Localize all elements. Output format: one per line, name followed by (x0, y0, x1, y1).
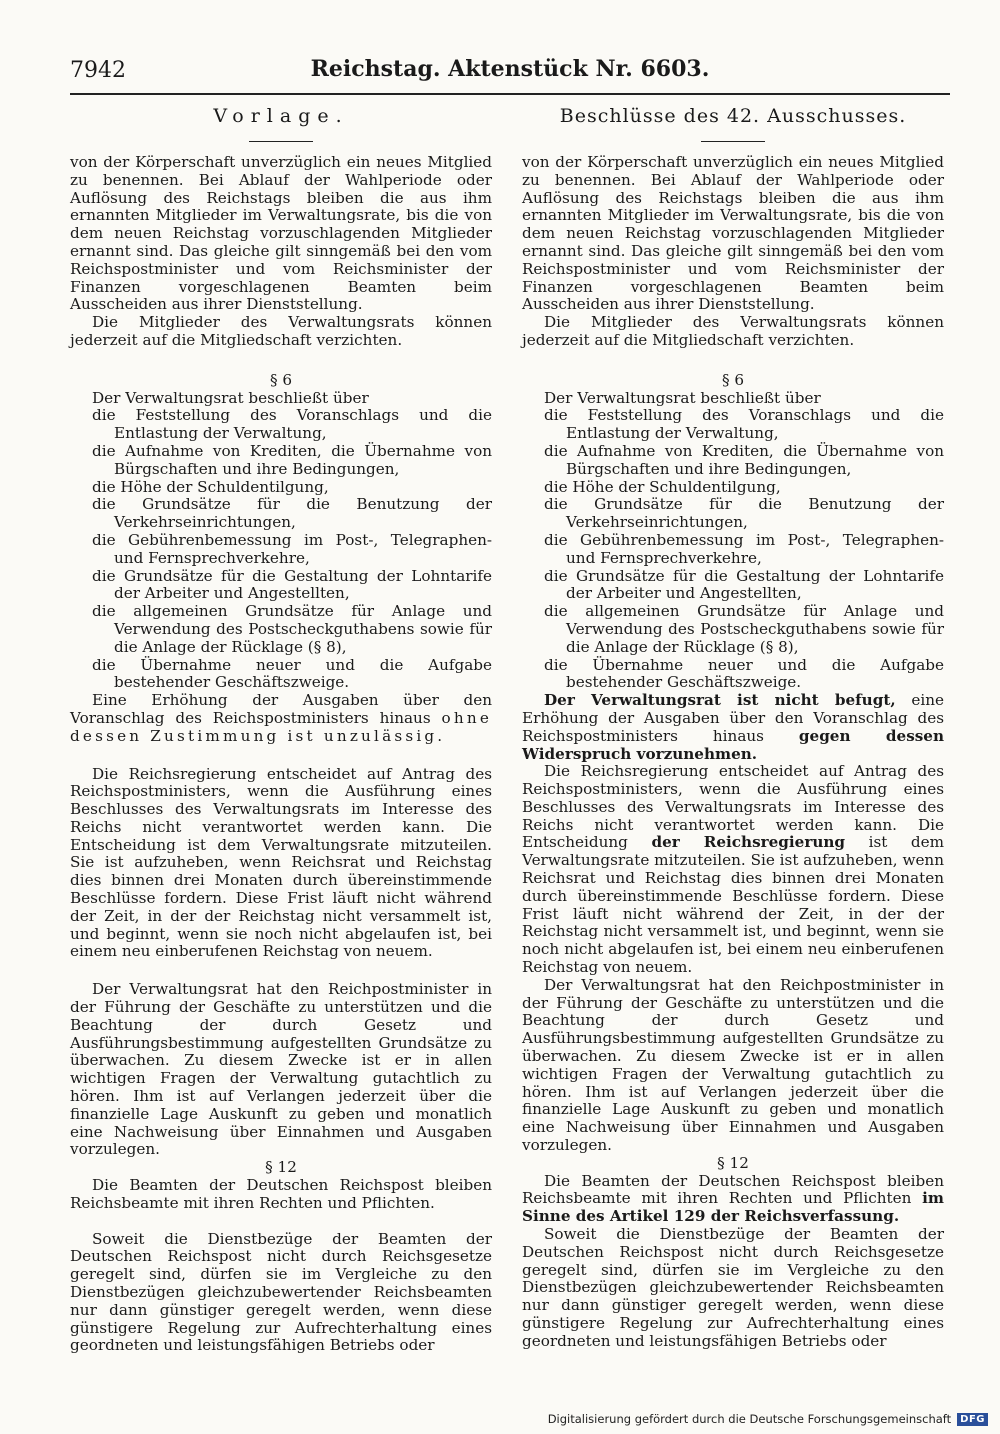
header-rule (70, 93, 950, 95)
erhoehung-text: Eine Erhöhung der Ausgaben über den Voranschlag des Reichspostministers hinaus (70, 691, 492, 727)
left-title-rule (249, 141, 313, 142)
section-6-list (522, 407, 944, 692)
right-column-title: Beschlüsse des 42. Ausschusses. (559, 105, 907, 127)
spacer (70, 350, 492, 372)
list-item: die Höhe der Schuldentilgung, (544, 477, 781, 496)
dfg-logo-icon: DFG (957, 1413, 988, 1426)
paragraph-beamte: Die Beamten der Deutschen Reichspost bleiben Reichsbeamte mit ihren Rechten und Pflichten. (70, 1176, 492, 1212)
list-item: die Grundsätze für die Gestaltung der Lohntarife der Arbeiter und Angestellten, (544, 566, 944, 603)
footer-text: Digitalisierung gefördert durch die Deutsche Forschungsgemeinschaft (547, 1412, 952, 1426)
list-item: die Grundsätze für die Benutzung der Verkehrseinrichtungen, (92, 495, 492, 532)
regierung-bold-text: der Reichsregierung (651, 833, 846, 852)
spacer (522, 350, 944, 372)
paragraph-verzicht: Die Mitglieder des Verwaltungsrats können jederzeit auf die Mitgliedschaft verzichten. (70, 313, 492, 349)
list-item: die Gebührenbemessung im Post-, Telegraphen- und Fernsprechverkehre, (544, 530, 944, 567)
list-item: die Gebührenbemessung im Post-, Telegraphen- und Fernsprechverkehre, (92, 530, 492, 567)
list-item: die Aufnahme von Krediten, die Übernahme von Bürgschaften und ihre Bedingungen, (92, 441, 492, 478)
befugt-text: eine Erhöhung der Ausgaben über den Voranschlag des Reichspostministers hinaus (522, 691, 944, 745)
section-6-list (70, 407, 492, 692)
list-item: die Übernahme neuer und die Aufgabe bestehender Geschäftszweige. (544, 655, 944, 692)
running-head (70, 56, 950, 90)
spacer (70, 746, 492, 766)
list-item: die Grundsätze für die Benutzung der Verkehrseinrichtungen, (544, 495, 944, 532)
list-item: die Grundsätze für die Gestaltung der Lohntarife der Arbeiter und Angestellten, (92, 566, 492, 603)
paragraph-erhoehung (70, 692, 492, 745)
list-item: die Aufnahme von Krediten, die Übernahme von Bürgschaften und ihre Bedingungen, (544, 441, 944, 478)
section-12-heading: § 12 (717, 1153, 749, 1172)
left-column-title: Vorlage. (213, 105, 349, 127)
widerspruch-bold-text: gegen dessen Widerspruch vorzunehmen. (522, 726, 945, 763)
paragraph-intro: von der Körperschaft unverzüglich ein neues Mitglied zu benennen. Bei Ablauf der Wahlperiode oder Auflösung des Reichstags bleiben die aus ihm ernannten Mitglieder im Verwaltungsrate, bis die von dem neuen Reichstag vorzuschlagenden Mitglieder ernannt sind. Das gleiche gilt sinngemäß bei den vom Reichspostminister und vom Reichsminister der Finanzen vorgeschlagenen Beamten beim Ausscheiden aus ihrer Dienststellung. (522, 153, 944, 314)
erhoehung-spaced-text: ohne dessen Zustimmung ist unzulässig. (70, 708, 493, 745)
paragraph-regierung: Die Reichsregierung entscheidet auf Antrag des Reichspostministers, wenn die Ausführung eines Beschlusses des Verwaltungsrats im Interesse des Reichs nicht verantwortet werden kann. Die Entscheidung ist dem Verwaltungsrate mitzuteilen. Sie ist aufzuheben, wenn Reichsrat und Reichstag dies binnen drei Monaten durch übereinstimmende Beschlüsse fordern. Diese Frist läuft nicht während der Zeit, in der der Reichstag nicht versammelt ist, und beginnt, wenn sie noch nicht abgelaufen ist, bei einem neu einberufenen Reichstag von neuem. (70, 764, 492, 961)
list-item: die Feststellung des Voranschlags und die Entlastung der Verwaltung, (544, 406, 944, 443)
left-column (70, 105, 493, 1355)
page-number: 7942 (70, 58, 126, 83)
paragraph-beamte (522, 1173, 944, 1226)
list-item: die Feststellung des Voranschlags und die Entlastung der Verwaltung, (92, 406, 492, 443)
footer-credit (548, 1412, 988, 1426)
paragraph-intro: von der Körperschaft unverzüglich ein neues Mitglied zu benennen. Bei Ablauf der Wahlperiode oder Auflösung des Reichstags bleiben die aus ihm ernannten Mitglieder im Verwaltungsrate, bis die von dem neuen Reichstag vorzuschlagenden Mitglieder ernannt sind. Das gleiche gilt sinngemäß bei den vom Reichspostminister und vom Reichsminister der Finanzen vorgeschlagenen Beamten beim Ausscheiden aus ihrer Dienststellung. (70, 153, 492, 314)
list-item: die allgemeinen Grundsätze für Anlage und Verwendung des Postscheckguthabens sowie für die Anlage der Rücklage (§ 8), (544, 602, 944, 656)
beamte-text: Die Beamten der Deutschen Reichspost bleiben Reichsbeamte mit ihren Rechten und Pflichten (522, 1171, 944, 1208)
section-6-heading: § 6 (269, 370, 293, 389)
section-12-heading: § 12 (265, 1158, 297, 1177)
list-item: die allgemeinen Grundsätze für Anlage und Verwendung des Postscheckguthabens sowie für die Anlage der Rücklage (§ 8), (92, 602, 492, 656)
regierung-text-rest: ist dem Verwaltungsrate mitzuteilen. Sie ist aufzuheben, wenn Reichsrat und Reichstag dies binnen drei Monaten durch übereinstimmende Beschlüsse fordern. Diese Frist läuft nicht während der Zeit, in der der Reichstag nicht versammelt ist, und beginnt, wenn sie noch nicht abgelaufen ist, bei einem neu einberufenen Reichstag von neuem. (522, 833, 945, 977)
paragraph-verzicht: Die Mitglieder des Verwaltungsrats können jederzeit auf die Mitgliedschaft verzichten. (522, 313, 944, 349)
section-6-lead: Der Verwaltungsrat beschließt über (92, 388, 369, 407)
section-6-heading: § 6 (721, 370, 745, 389)
journal-title: Reichstag. Aktenstück Nr. 6603. (310, 56, 710, 82)
paragraph-unterstuetzen: Der Verwaltungsrat hat den Reichpostminister in der Führung der Geschäfte zu unterstützen und die Beachtung der durch Gesetz und Ausführungsbestimmung aufgestellten Grundsätze zu überwachen. Zu diesem Zwecke ist er in allen wichtigen Fragen der Verwaltung gutachtlich zu hören. Ihm ist auf Verlangen jederzeit über die finanzielle Lage Auskunft zu geben und monatlich eine Nachweisung über Einnahmen und Ausgaben vorzulegen. (522, 975, 944, 1155)
paragraph-befugt (522, 692, 944, 763)
right-column (522, 105, 945, 1351)
list-item: die Übernahme neuer und die Aufgabe bestehender Geschäftszweige. (92, 655, 492, 692)
paragraph-regierung (522, 763, 944, 977)
spacer (70, 1213, 492, 1231)
right-title-rule (701, 141, 765, 142)
paragraph-dienstbezuege: Soweit die Dienstbezüge der Beamten der Deutschen Reichspost nicht durch Reichsgesetze geregelt sind, dürfen sie im Vergleiche zu den Dienstbezügen gleichzubewertender Reichsbeamten nur dann günstiger geregelt werden, wenn diese günstigere Regelung zur Aufrechterhaltung eines geordneten und leistungsfähigen Betriebs oder (70, 1229, 492, 1355)
befugt-bold-text: Der Verwaltungsrat ist nicht befugt, (544, 691, 896, 710)
spacer (70, 961, 492, 981)
paragraph-unterstuetzen: Der Verwaltungsrat hat den Reichpostminister in der Führung der Geschäfte zu unterstützen und die Beachtung der durch Gesetz und Ausführungsbestimmung aufgestellten Grundsätze zu überwachen. Zu diesem Zwecke ist er in allen wichtigen Fragen der Verwaltung gutachtlich zu hören. Ihm ist auf Verlangen jederzeit über die finanzielle Lage Auskunft zu geben und monatlich eine Nachweisung über Einnahmen und Ausgaben vorzulegen. (70, 980, 492, 1159)
regierung-text: Die Reichsregierung entscheidet auf Antrag des Reichspostministers, wenn die Ausführung eines Beschlusses des Verwaltungsrats im Interesse des Reichs nicht verantwortet werden kann. Die Entscheidung (522, 762, 944, 852)
section-6-lead: Der Verwaltungsrat beschließt über (544, 388, 821, 407)
list-item: die Höhe der Schuldentilgung, (92, 477, 329, 496)
paragraph-dienstbezuege: Soweit die Dienstbezüge der Beamten der Deutschen Reichspost nicht durch Reichsgesetze geregelt sind, dürfen sie im Vergleiche zu den Dienstbezügen gleichzubewertender Reichsbeamten nur dann günstiger geregelt werden, wenn diese günstigere Regelung zur Aufrechterhaltung eines geordneten und leistungsfähigen Betriebs oder (522, 1225, 944, 1350)
beamte-bold-text: im Sinne des Artikel 129 der Reichsverfassung. (522, 1189, 944, 1226)
